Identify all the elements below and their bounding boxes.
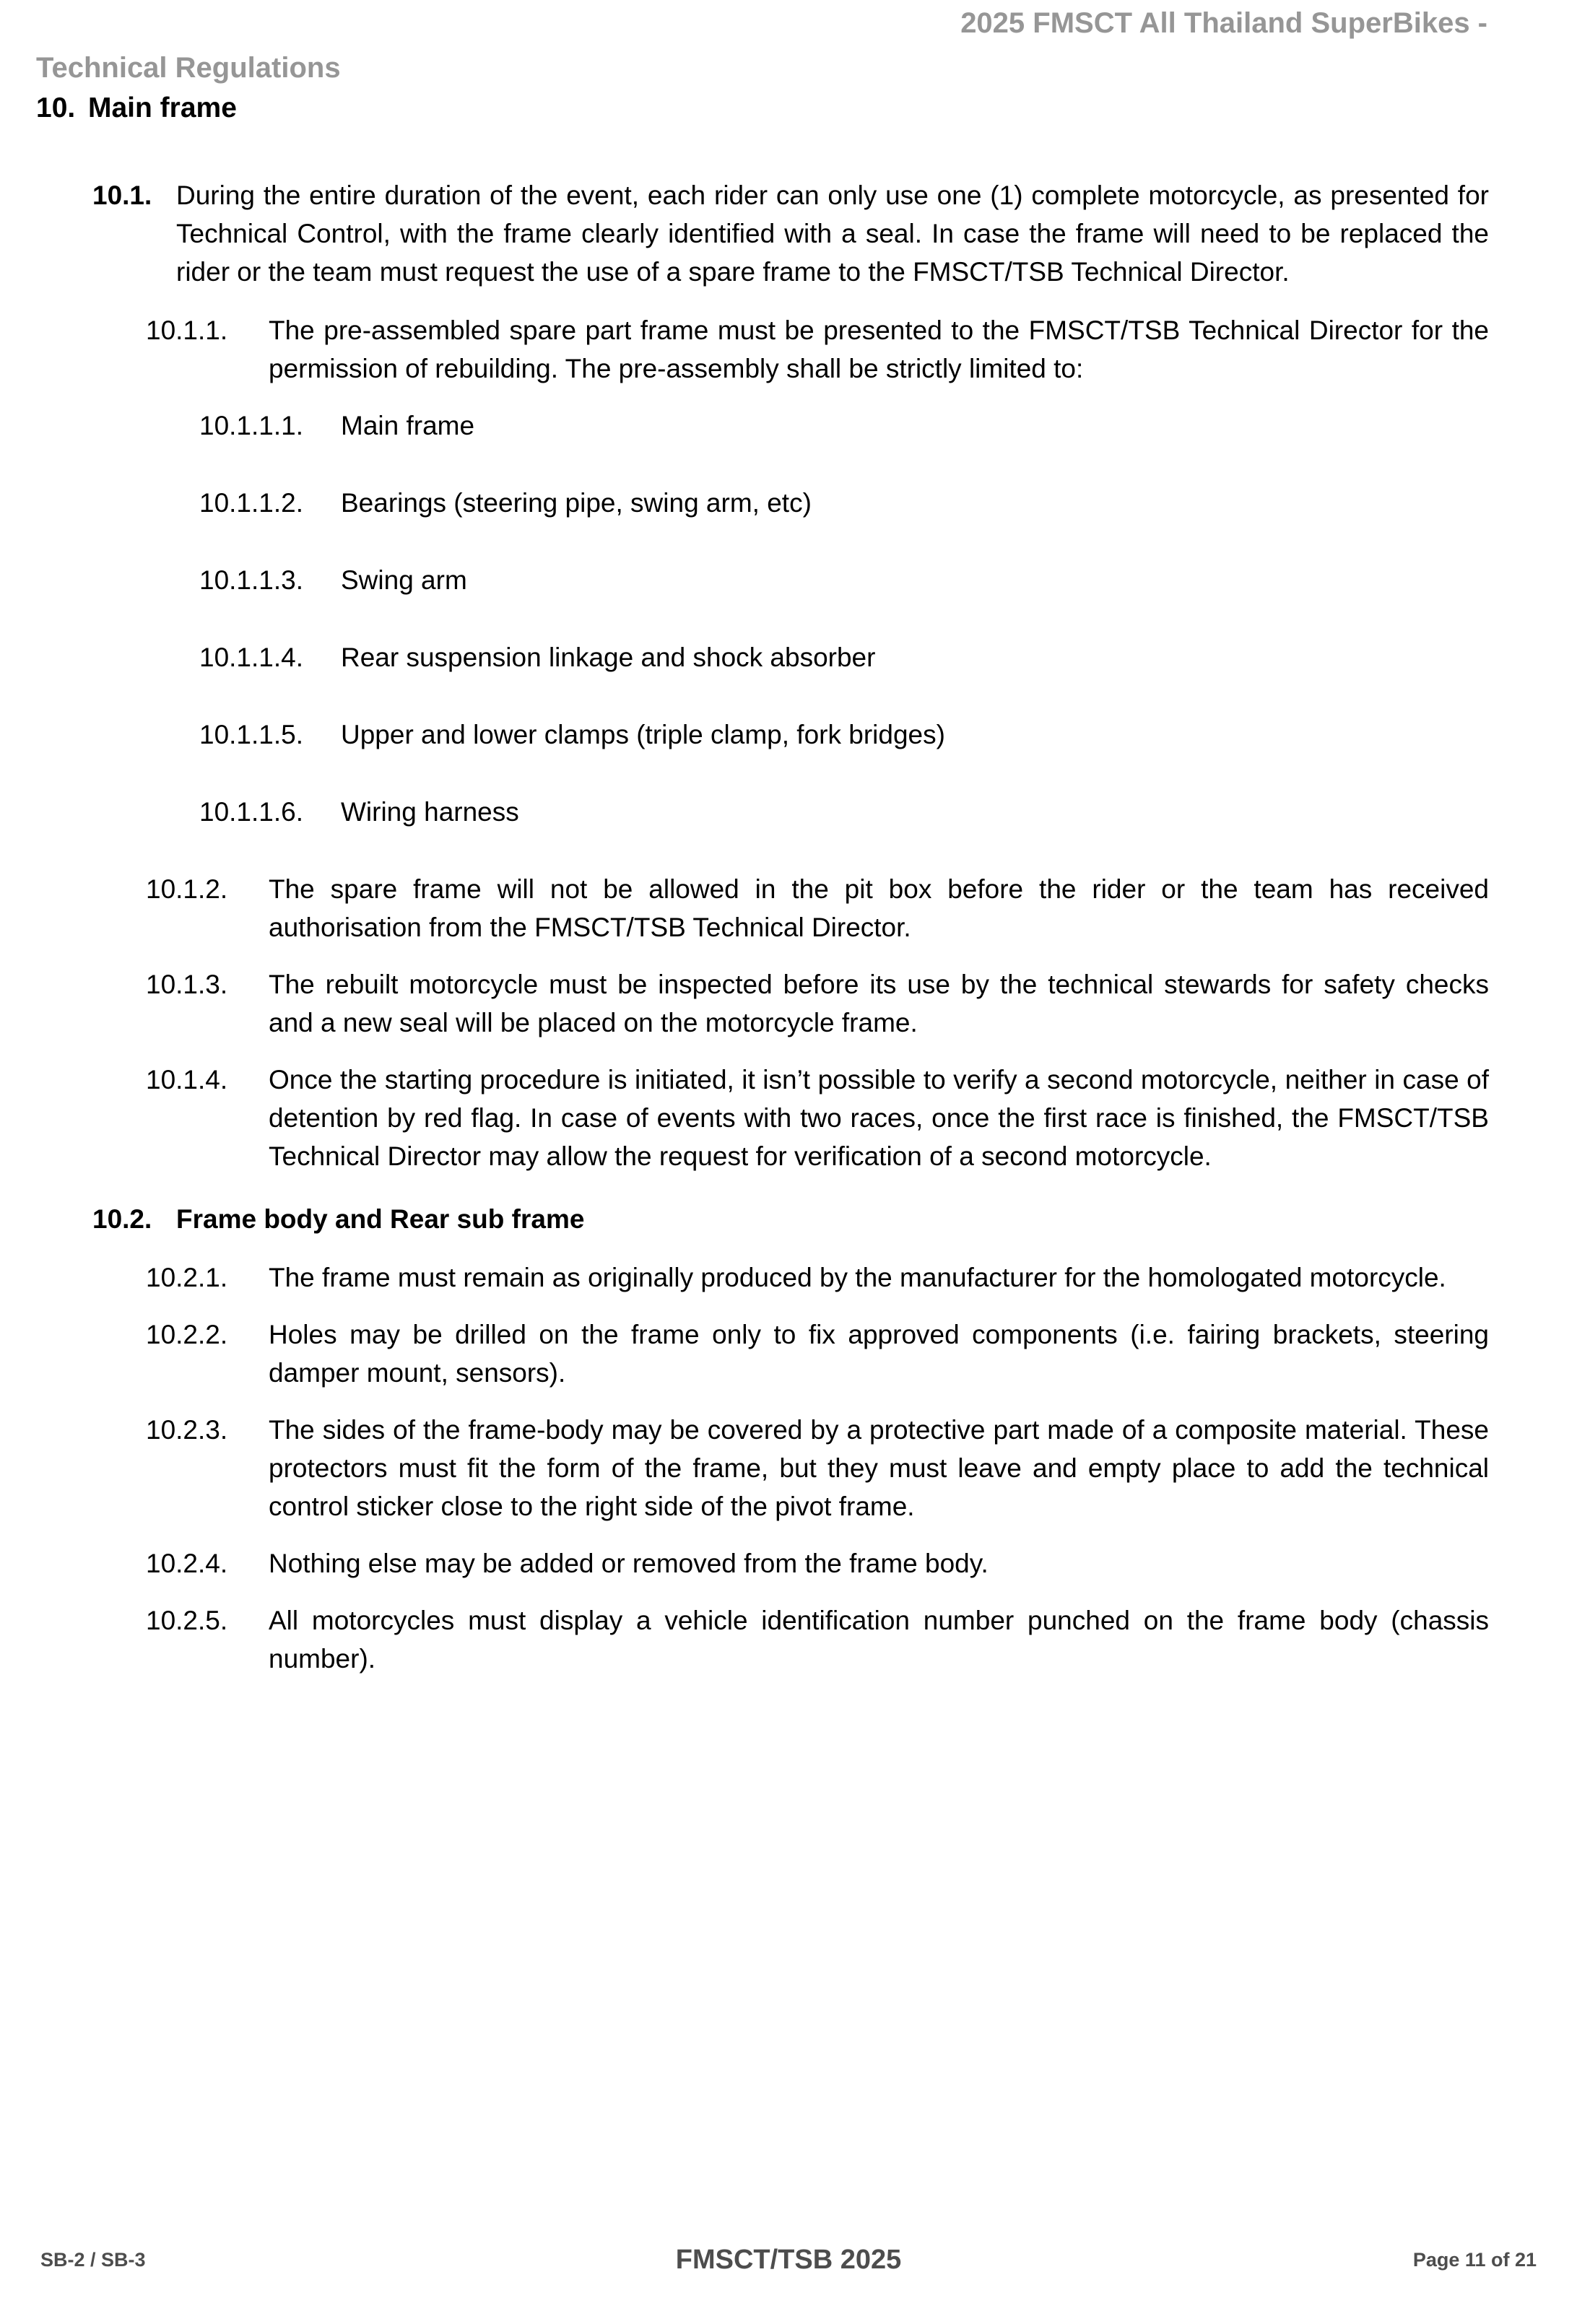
clause-number: 10.1.1.2.	[199, 488, 304, 518]
clause-number: 10.1.1.4.	[199, 643, 304, 672]
clause-10-1-1-4	[0, 638, 1577, 676]
clause-text: Upper and lower clamps (triple clamp, fork bridges)	[341, 720, 945, 749]
clause-number: 10.2.1.	[146, 1263, 228, 1292]
clause-text: The pre-assembled spare part frame must be presented to the FMSCT/TSB Technical Director for the permission of rebuilding. The pre-assembly shall be strictly limited to:	[269, 315, 1489, 383]
clause-number: 10.1.1.1.	[199, 411, 304, 440]
clause-number: 10.1.1.	[146, 315, 228, 345]
clause-text: Once the starting procedure is initiated, it isn’t possible to verify a second motorcycle, neither in case of detention by red flag. In case of events with two races, once the first race is finished, the FMSCT/TSB Technical Director may allow the request for verification of a second motorcycle.	[269, 1065, 1489, 1171]
clause-number: 10.1.4.	[146, 1065, 228, 1094]
clause-number: 10.1.	[92, 180, 152, 210]
clause-10-2-1	[0, 1258, 1577, 1297]
page-header	[0, 0, 1577, 101]
clause-text: During the entire duration of the event, each rider can only use one (1) complete motorcycle, as presented for Technical Control, with the frame clearly identified with a seal. In case the frame will need to be replaced the rider or the team must request the use of a spare frame to the FMSCT/TSB Technical Director.	[176, 180, 1489, 287]
clause-number: 10.1.1.3.	[199, 565, 304, 595]
clause-number: 10.1.2.	[146, 874, 228, 904]
clause-10-2-2	[0, 1315, 1577, 1392]
clause-text: Swing arm	[341, 565, 467, 595]
clause-number: 10.2.2.	[146, 1320, 228, 1349]
clause-10-2-4	[0, 1544, 1577, 1583]
footer-page-number: Page 11 of 21	[1412, 2249, 1537, 2271]
clause-text: Rear suspension linkage and shock absorber	[341, 643, 876, 672]
section-heading	[36, 92, 237, 124]
section-heading-title: Main frame	[88, 92, 237, 123]
clause-text: The rebuilt motorcycle must be inspected before its use by the technical stewards for safety checks and a new seal will be placed on the motorcycle frame.	[269, 970, 1489, 1037]
clause-number: 10.1.3.	[146, 970, 228, 999]
clause-10-2	[0, 1200, 1577, 1238]
footer-class-label: SB-2 / SB-3	[40, 2249, 146, 2271]
clause-text: The sides of the frame-body may be covered by a protective part made of a composite material. These protectors must fit the form of the frame, but they must leave and empty place to add the technical control sticker close to the right side of the pivot frame.	[269, 1415, 1489, 1521]
clause-text: Bearings (steering pipe, swing arm, etc)	[341, 488, 812, 518]
clause-number: 10.2.5.	[146, 1606, 228, 1635]
clause-text: The frame must remain as originally produced by the manufacturer for the homologated motorcycle.	[269, 1263, 1446, 1292]
clause-10-1-4	[0, 1061, 1577, 1175]
footer-organisation: FMSCT/TSB 2025	[675, 2245, 902, 2275]
clause-10-2-3	[0, 1411, 1577, 1526]
clause-number: 10.2.3.	[146, 1415, 228, 1445]
clause-10-1-1-5	[0, 715, 1577, 754]
clause-number: 10.1.1.6.	[199, 797, 304, 827]
page-footer	[0, 2245, 1577, 2292]
clause-10-1	[0, 176, 1577, 291]
clause-text: Nothing else may be added or removed from the frame body.	[269, 1549, 989, 1578]
clause-10-1-1-3	[0, 561, 1577, 599]
clause-10-1-1	[0, 311, 1577, 388]
clause-10-2-5	[0, 1601, 1577, 1678]
clause-list	[0, 176, 1577, 1697]
header-title-line2: Technical Regulations	[36, 52, 341, 84]
clause-text: Frame body and Rear sub frame	[176, 1204, 585, 1234]
clause-number: 10.2.4.	[146, 1549, 228, 1578]
clause-text: Wiring harness	[341, 797, 519, 827]
clause-number: 10.1.1.5.	[199, 720, 304, 749]
clause-10-1-1-2	[0, 484, 1577, 522]
clause-10-1-2	[0, 870, 1577, 946]
clause-10-1-1-6	[0, 793, 1577, 831]
clause-text: Holes may be drilled on the frame only to fix approved components (i.e. fairing brackets, steering damper mount, sensors).	[269, 1320, 1489, 1388]
clause-text: The spare frame will not be allowed in the pit box before the rider or the team has received authorisation from the FMSCT/TSB Technical Director.	[269, 874, 1489, 942]
clause-10-1-1-1	[0, 406, 1577, 445]
header-title-line1: 2025 FMSCT All Thailand SuperBikes -	[960, 7, 1487, 39]
clause-10-1-3	[0, 965, 1577, 1042]
clause-number: 10.2.	[92, 1204, 152, 1234]
section-heading-number: 10.	[36, 92, 76, 123]
clause-text: Main frame	[341, 411, 475, 440]
clause-text: All motorcycles must display a vehicle identification number punched on the frame body (chassis number).	[269, 1606, 1489, 1674]
